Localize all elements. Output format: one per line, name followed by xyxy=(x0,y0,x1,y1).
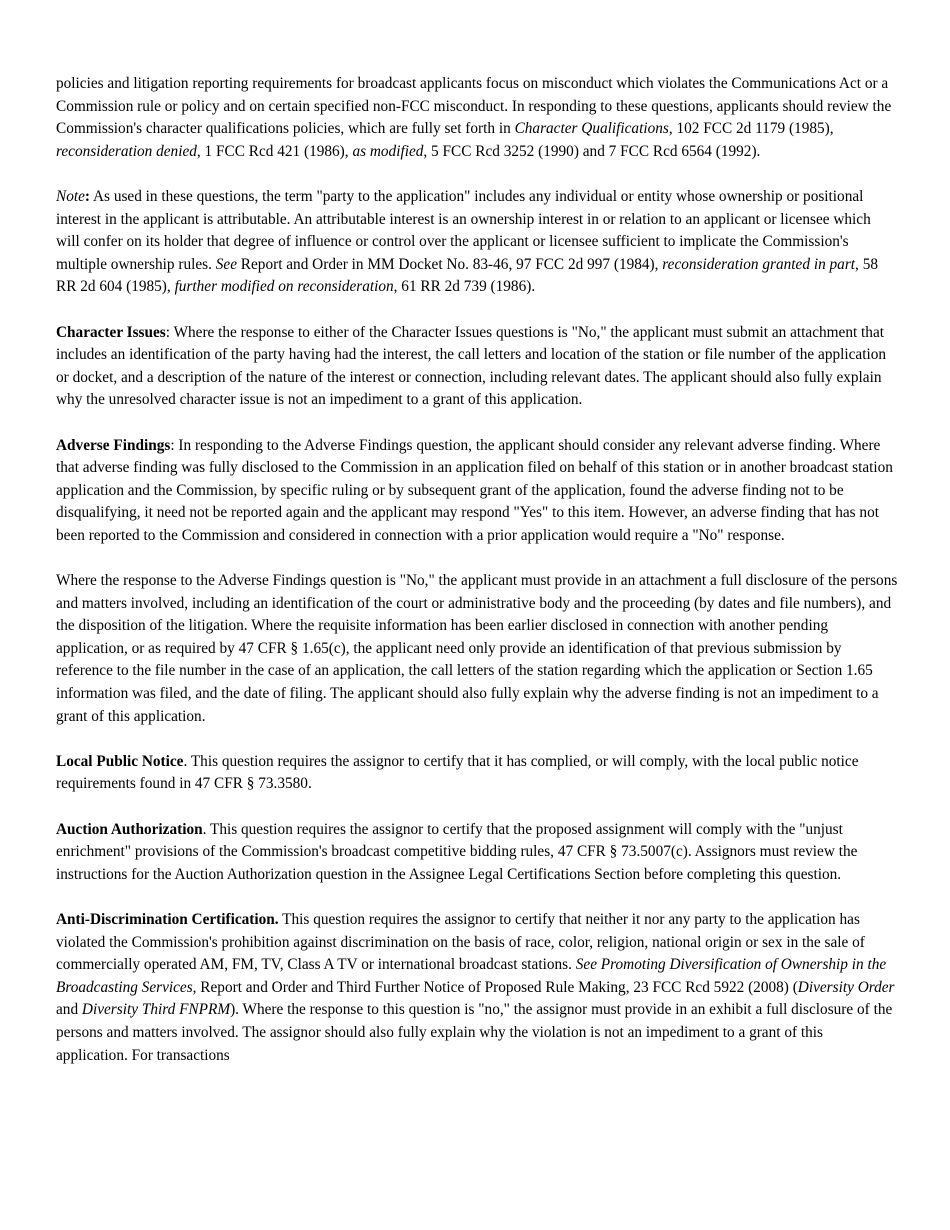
bold-text: Adverse Findings xyxy=(56,436,171,454)
italic-text: reconsideration denied xyxy=(56,142,197,160)
text-segment: , 61 RR 2d 739 (1986). xyxy=(393,278,536,296)
paragraph-adverse-findings xyxy=(56,435,898,548)
paragraph-anti-discrimination xyxy=(56,909,898,1067)
text-segment: This question requires the assignor to certify that neither it nor any party to the application has violated the Commission's prohibition against discrimination on the basis of race, color, religion, national origin or sex in the sale of commercially operated AM, FM, TV, Class A TV or international broadcast stations. xyxy=(56,910,865,974)
text-segment: and xyxy=(56,1001,82,1019)
bold-text: Anti-Discrimination Certification. xyxy=(56,910,279,928)
text-segment: . This question requires the assignor to certify that the proposed assignment will comply with the "unjust enrichment" provisions of the Commission's broadcast competitive bidding rules, 47 CFR § 73.5007(c). Assignors must review the instructions for the Auction Authorization question in the Assignee Legal Certifications Section before completing this question. xyxy=(56,820,858,883)
bold-text: Character Issues xyxy=(56,323,166,341)
text-segment: : In responding to the Adverse Findings question, the applicant should consider any relevant adverse finding. Where that adverse finding was fully disclosed to the Commission in an application filed on behalf of this station or in another broadcast station application and the Commission, by specific ruling or by subsequent grant of the application, found the adverse finding not to be disqualifying, it need not be reported again and the applicant may respond "Yes" to this item. However, an adverse finding that has not been reported to the Commission and considered in connection with a prior application would require a "No" response. xyxy=(56,436,893,544)
paragraph-intro xyxy=(56,73,898,163)
italic-text: Note xyxy=(56,187,85,205)
text-segment: , 102 FCC 2d 1179 (1985), xyxy=(668,120,834,138)
text-segment: , 1 FCC Rcd 421 (1986), xyxy=(196,142,353,160)
text-segment: policies and litigation reporting requirements for broadcast applicants focus on misconduct which violates the Communications Act or a Commission rule or policy and on certain specified non-FCC misconduct. In responding to these questions, applicants should review the Commission's character qualifications policies, which are fully set forth in xyxy=(56,75,892,138)
bold-text: : xyxy=(84,187,91,205)
text-segment: , 5 FCC Rcd 3252 (1990) and 7 FCC Rcd 6564 (1992). xyxy=(423,142,761,160)
italic-text: as modified xyxy=(352,142,424,160)
bold-text: Auction Authorization xyxy=(56,820,203,838)
text-segment: ). Where the response to this question is "no," the assignor must provide in an exhibit a full disclosure of the persons and matters involved. The assignor should also fully explain why the violation is not an impediment to a grant of this application. For transactions xyxy=(56,1001,893,1064)
bold-text: Local Public Notice xyxy=(56,752,184,770)
italic-text: Diversity Order xyxy=(797,978,895,996)
italic-text: reconsideration granted in part xyxy=(662,255,856,273)
text-segment: , 58 RR 2d 604 (1985), xyxy=(56,255,878,296)
text-segment: : Where the response to either of the Character Issues questions is "No," the applicant must submit an attachment that includes an identification of the party having had the interest, the call letters and location of the station or file number of the application or docket, and a description of the nature of the interest or connection, including relevant dates. The applicant should also fully explain why the unresolved character issue is not an impediment to a grant of this application. xyxy=(56,323,887,409)
italic-text: Diversity Third FNPRM xyxy=(81,1001,231,1019)
document-page xyxy=(56,73,898,1090)
text-segment: Where the response to the Adverse Findings question is "No," the applicant must provide in an attachment a full disclosure of the persons and matters involved, including an identification of the court or administrative body and the proceeding (by dates and file numbers), and the disposition of the litigation. Where the requisite information has been earlier disclosed in connection with another pending application, or as required by 47 CFR § 1.65(c), the applicant need only provide an identification of that previous submission by reference to the file number in the case of an application, the call letters of the station regarding which the application or Section 1.65 information was filed, and the date of filing. The applicant should also fully explain why the adverse finding is not an impediment to a grant of this application. xyxy=(56,572,898,725)
paragraph-note xyxy=(56,186,898,299)
italic-text: See Promoting Diversification of Ownership in the Broadcasting Services xyxy=(56,956,887,996)
italic-text: See xyxy=(215,255,237,273)
paragraph-adverse-findings-response xyxy=(56,570,898,728)
italic-text: further modified on reconsideration xyxy=(174,278,394,296)
italic-text: Character Qualifications xyxy=(514,120,669,138)
paragraph-character-issues xyxy=(56,322,898,412)
text-segment: , Report and Order and Third Further Notice of Proposed Rule Making, 23 FCC Rcd 5922 (2008) ( xyxy=(192,978,798,996)
paragraph-local-public-notice xyxy=(56,751,898,796)
paragraph-auction-authorization xyxy=(56,819,898,887)
text-segment: Report and Order in MM Docket No. 83-46, 97 FCC 2d 997 (1984), xyxy=(236,255,663,273)
text-segment: . This question requires the assignor to certify that it has complied, or will comply, with the local public notice requirements found in 47 CFR § 73.3580. xyxy=(56,752,859,793)
text-segment: As used in these questions, the term "party to the application" includes any individual or entity whose ownership or positional interest in the applicant is attributable. An attributable interest is an ownership interest in or relation to an applicant or licensee which will confer on its holder that degree of influence or control over the applicant or licensee sufficient to implicate the Commission's multiple ownership rules. xyxy=(56,187,871,273)
